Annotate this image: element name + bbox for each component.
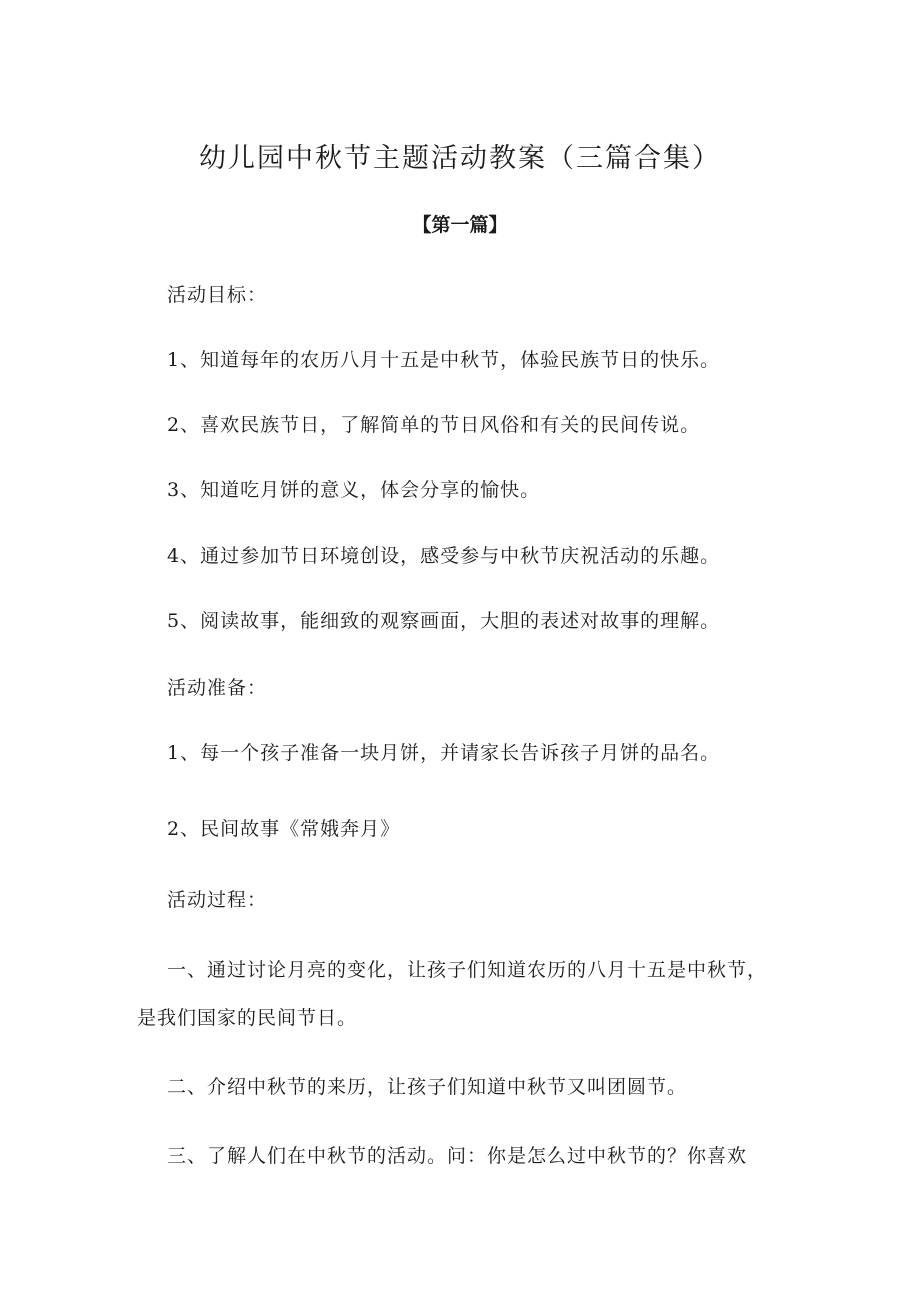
goal-item-1: 1、知道每年的农历八月十五是中秋节，体验民族节日的快乐。 — [167, 349, 721, 371]
prep-heading: 活动准备： — [167, 677, 268, 699]
prep-item-1: 1、每一个孩子准备一块月饼，并请家长告诉孩子月饼的品名。 — [167, 742, 721, 764]
process-step-3: 三、了解人们在中秋节的活动。问：你是怎么过中秋节的？你喜欢 — [167, 1145, 748, 1167]
goal-item-4: 4、通过参加节日环境创设，感受参与中秋节庆祝活动的乐趣。 — [167, 545, 721, 567]
process-step-1: 一、通过讨论月亮的变化，让孩子们知道农历的八月十五是中秋节， — [167, 959, 768, 981]
goal-item-5: 5、阅读故事，能细致的观察画面，大胆的表述对故事的理解。 — [167, 610, 721, 632]
goals-heading: 活动目标： — [167, 284, 268, 306]
process-step-2: 二、介绍中秋节的来历，让孩子们知道中秋节又叫团圆节。 — [167, 1076, 688, 1098]
prep-item-2: 2、民间故事《常娥奔月》 — [167, 818, 401, 840]
process-heading: 活动过程： — [167, 889, 268, 911]
document-title: 幼儿园中秋节主题活动教案（三篇合集） — [199, 143, 721, 174]
chapter-heading: 【第一篇】 — [412, 214, 508, 236]
goal-item-3: 3、知道吃月饼的意义，体会分享的愉快。 — [167, 479, 541, 501]
goal-item-2: 2、喜欢民族节日，了解简单的节日风俗和有关的民间传说。 — [167, 414, 701, 436]
process-step-1-continued: 是我们国家的民间节日。 — [137, 1007, 358, 1029]
